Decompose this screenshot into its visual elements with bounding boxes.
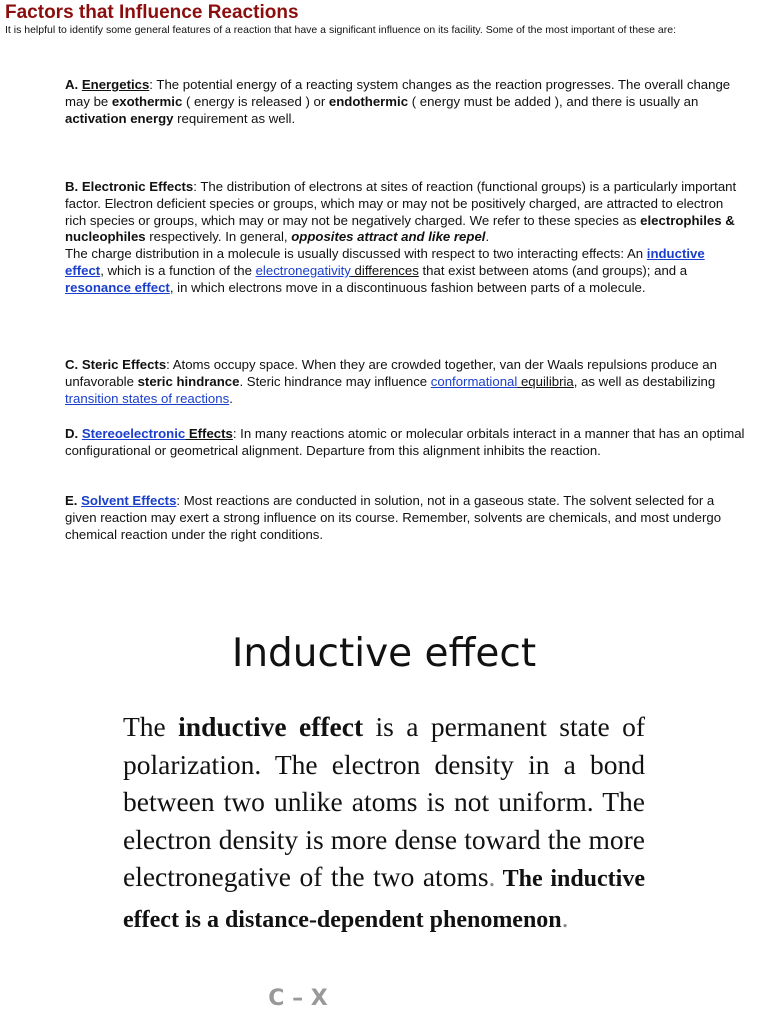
slide-title: Inductive effect (231, 631, 537, 676)
term-exothermic: exothermic (111, 93, 183, 109)
section-heading: Effects (185, 426, 233, 441)
text: : Atoms occupy space. When they are crowded together, van der Waals repulsions produce an unfavorable (65, 357, 717, 389)
section-energetics (65, 77, 745, 127)
text: : The potential energy of a reacting system changes as the reaction progresses. The overall change may be (65, 77, 731, 109)
term-activation-energy: activation energy (65, 110, 174, 126)
section-letter: B. (65, 179, 79, 194)
solvent-effects-link[interactable]: Solvent Effects (81, 493, 177, 508)
inductive-effect-link[interactable]: inductive effect (65, 246, 705, 278)
section-steric-effects (65, 357, 745, 407)
section-letter: E. (65, 493, 78, 508)
section-heading: Electronic Effects (81, 179, 194, 194)
text: . (485, 229, 490, 245)
text: : In many reactions atomic or molecular orbitals interact in a manner that has an optimal configurational or geometrical alignment. Departure from this alignment inhibits the reaction. (65, 426, 745, 458)
text: , which is a function of the (100, 262, 256, 278)
term-electrophiles-nucleophiles: electrophiles & nucleophiles (65, 212, 735, 245)
term-opposites-attract: opposites attract and like repel (291, 229, 486, 245)
section-heading: Energetics (81, 77, 150, 92)
text: . (229, 390, 233, 406)
text: respectively. In general, (145, 229, 292, 245)
text: . Steric hindrance may influence (239, 373, 431, 389)
section-letter: C. (65, 357, 79, 372)
punctuation: . (488, 861, 496, 892)
section-electronic-effects (65, 179, 745, 297)
electronegativity-link[interactable]: electronegativity (255, 262, 351, 278)
intro-text: It is helpful to identify some general features of a reaction that have a significant influence on its facility. Some of the most important of these are: (5, 24, 677, 36)
transition-states-link[interactable]: transition states of reactions (65, 390, 230, 406)
section-heading: Steric Effects (81, 357, 167, 372)
punctuation: . (561, 901, 569, 933)
text: ( energy is released ) or (182, 93, 329, 109)
text: : Most reactions are conducted in solution, not in a gaseous state. The solvent selected for a given reaction may exert a strong influence on its course. Remember, solvents are chemicals, and most undergo chemical reaction under the right conditions. (65, 493, 722, 542)
text: that exist between atoms (and groups); and a (418, 262, 688, 278)
section-stereoelectronic-effects (65, 426, 745, 460)
term-inductive-effect: inductive effect (178, 711, 364, 742)
text: is a permanent state of polarization. The electron density in a bond between two unlike atoms is not uniform. The electron density is more dense toward the more electronegative of the two atoms (123, 711, 645, 892)
section-solvent-effects (65, 493, 745, 543)
resonance-effect-link[interactable]: resonance effect (65, 279, 170, 295)
distance-dependent-statement: The inductive effect is a distance-dependent phenomenon (123, 866, 645, 933)
equilibria-text: equilibria (517, 373, 574, 389)
text: requirement as well. (173, 110, 296, 126)
slide-body (123, 708, 645, 939)
text: The (123, 711, 179, 742)
term-endothermic: endothermic (328, 93, 409, 109)
text: , as well as destabilizing (573, 373, 716, 389)
stereoelectronic-link[interactable]: Stereoelectronic (81, 426, 186, 441)
section-letter: A. (65, 77, 79, 92)
text: : The distribution of electrons at sites of reaction (functional groups) is a particularly important factor. Electron deficient species or groups, which may or may not be positively charged, are attracted to electron rich species or groups, which may or may not be negatively charged. We refer to these species as (65, 179, 737, 228)
text: The charge distribution in a molecule is usually discussed with respect to two interacting effects: An (65, 246, 647, 262)
text: ( energy must be added ), and there is usually an (408, 93, 699, 109)
term-steric-hindrance: steric hindrance (137, 373, 240, 389)
differences-text: differences (350, 262, 419, 278)
page-title: Factors that Influence Reactions (5, 2, 299, 23)
section-letter: D. (65, 426, 79, 441)
conformational-link[interactable]: conformational (430, 373, 518, 389)
footer-mark: C – X (268, 986, 328, 1011)
text: , in which electrons move in a discontinuous fashion between parts of a molecule. (169, 279, 646, 295)
